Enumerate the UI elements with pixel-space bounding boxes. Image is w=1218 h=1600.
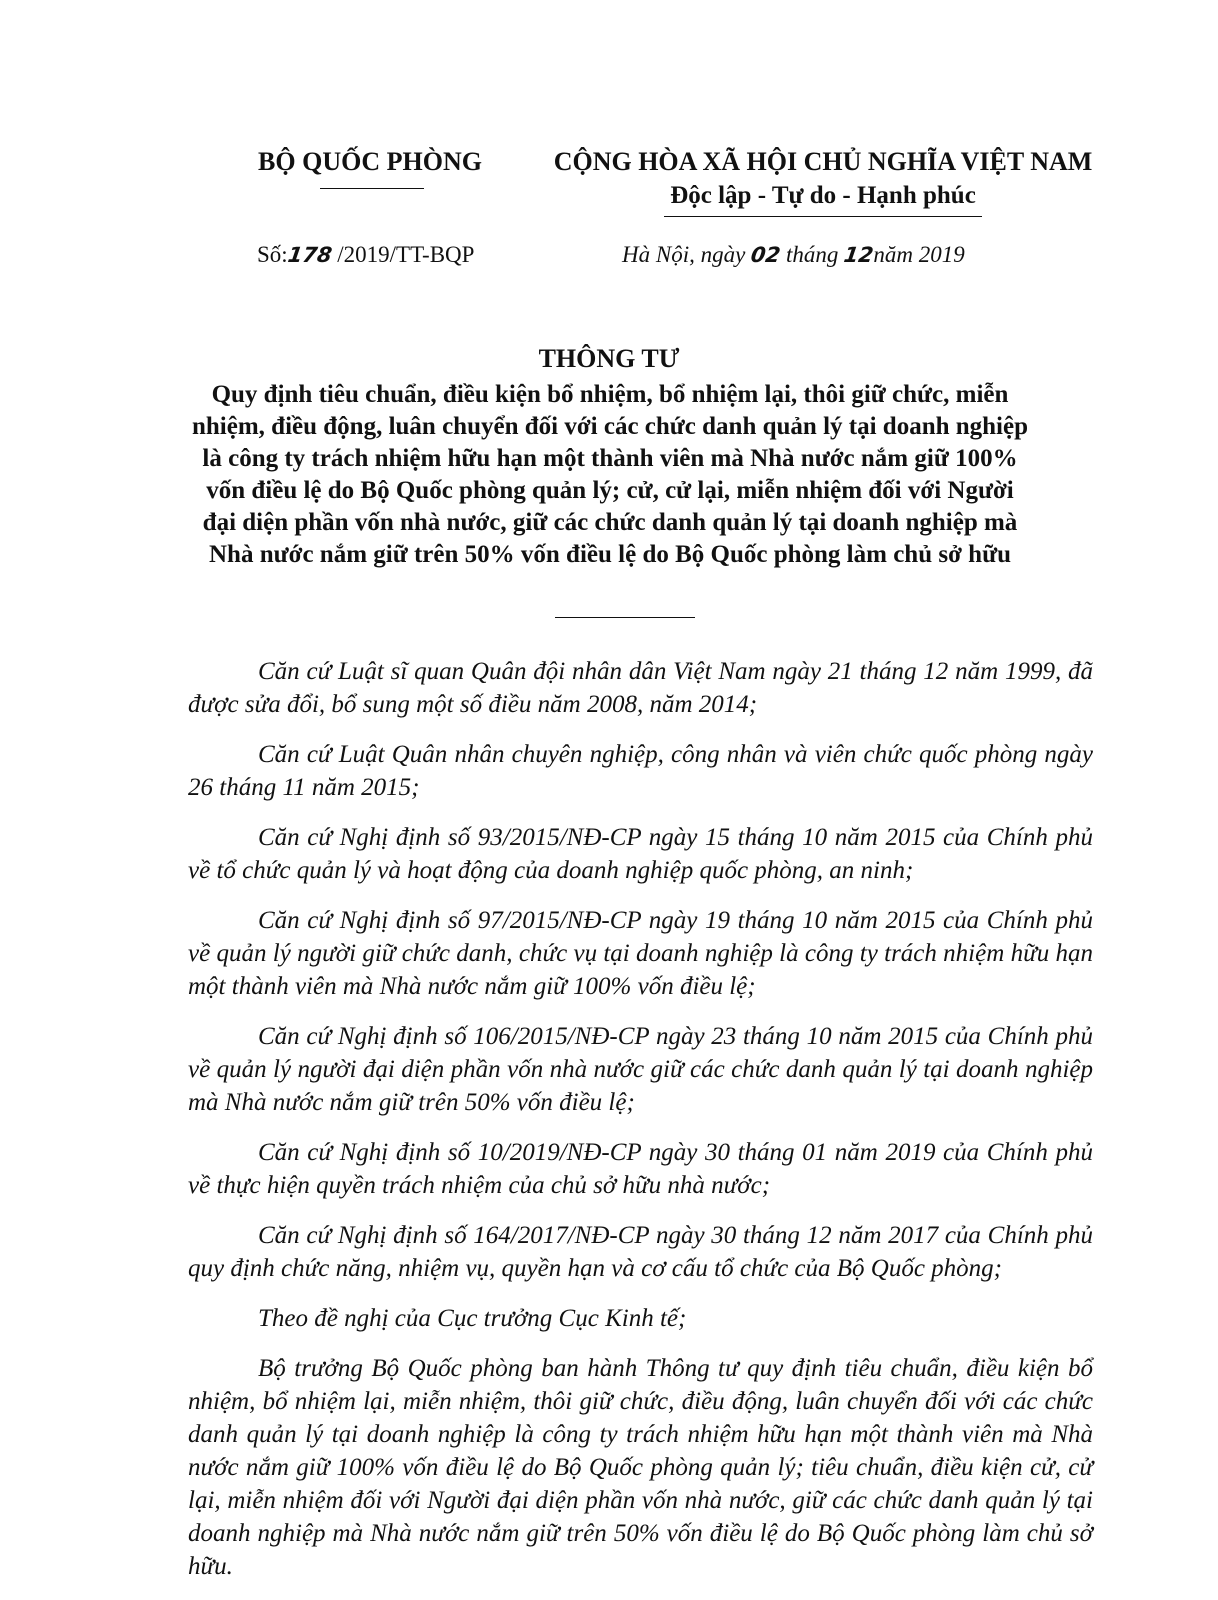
legal-basis-paragraph: Căn cứ Nghị định số 164/2017/NĐ-CP ngày 30 tháng 12 năm 2017 của Chính phủ quy định chức năng, nhiệm vụ, quyền hạn và cơ cấu tổ chức của Bộ Quốc phòng; xyxy=(188,1222,1093,1282)
date-suffix: năm 2019 xyxy=(873,242,965,267)
document-title: Quy định tiêu chuẩn, điều kiện bổ nhiệm, bổ nhiệm lại, thôi giữ chức, miễn nhiệm, điều động, luân chuyển đối với các chức danh quản lý tại doanh nghiệp là công ty trách nhiệm hữu hạn một thành viên mà Nhà nước nắm giữ 100% vốn điều lệ do Bộ Quốc phòng quản lý; cử, cử lại, miễn nhiệm đối với Người đại diện phần vốn nhà nước, giữ các chức danh quản lý tại doanh nghiệp mà Nhà nước nắm giữ trên 50% vốn điều lệ do Bộ Quốc phòng làm chủ sở hữu xyxy=(191,381,1029,568)
date-month-handwritten: 12 xyxy=(842,243,876,267)
date-prefix: Hà Nội, ngày xyxy=(622,242,752,267)
legal-basis-paragraph: Căn cứ Nghị định số 106/2015/NĐ-CP ngày 23 tháng 10 năm 2015 của Chính phủ về quản lý người đại diện phần vốn nhà nước giữ các chức danh quản lý tại doanh nghiệp mà Nhà nước nắm giữ trên 50% vốn điều lệ; xyxy=(188,1023,1093,1116)
legal-basis-paragraph: Căn cứ Nghị định số 97/2015/NĐ-CP ngày 19 tháng 10 năm 2015 của Chính phủ về quản lý người giữ chức danh, chức vụ tại doanh nghiệp là công ty trách nhiệm hữu hạn một thành viên mà Nhà nước nắm giữ 100% vốn điều lệ; xyxy=(188,907,1093,1000)
issue-date xyxy=(622,242,965,268)
document-type: THÔNG TƯ xyxy=(538,344,680,373)
issuing-agency: BỘ QUỐC PHÒNG xyxy=(258,147,482,176)
document-number-prefix: Số: xyxy=(257,242,288,267)
date-day-handwritten: 02 xyxy=(749,243,782,267)
motto-underline xyxy=(664,216,982,217)
agency-underline xyxy=(320,188,424,189)
legal-basis-paragraph: Căn cứ Nghị định số 93/2015/NĐ-CP ngày 15 tháng 10 năm 2015 của Chính phủ về tổ chức quản lý và hoạt động của doanh nghiệp quốc phòng, an ninh; xyxy=(188,824,1093,884)
legal-bases xyxy=(188,655,1093,1600)
title-underline xyxy=(555,617,695,618)
legal-basis-paragraph: Căn cứ Nghị định số 10/2019/NĐ-CP ngày 30 tháng 01 năm 2019 của Chính phủ về thực hiện quyền trách nhiệm của chủ sở hữu nhà nước; xyxy=(188,1139,1093,1199)
document-number xyxy=(257,242,474,268)
proposal-paragraph: Theo đề nghị của Cục trưởng Cục Kinh tế; xyxy=(258,1305,687,1332)
national-motto: Độc lập - Tự do - Hạnh phúc xyxy=(670,182,976,209)
legal-basis-paragraph: Căn cứ Luật sĩ quan Quân đội nhân dân Việt Nam ngày 21 tháng 12 năm 1999, đã được sửa đổi, bổ sung một số điều năm 2008, năm 2014; xyxy=(188,658,1093,718)
document-number-suffix: /2019/TT-BQP xyxy=(331,242,475,267)
document-number-handwritten: 178 xyxy=(286,243,334,267)
national-title: CỘNG HÒA XÃ HỘI CHỦ NGHĨA VIỆT NAM xyxy=(553,147,1093,176)
legal-basis-paragraph: Căn cứ Luật Quân nhân chuyên nghiệp, công nhân và viên chức quốc phòng ngày 26 tháng 11 năm 2015; xyxy=(188,741,1093,801)
promulgation-paragraph: Bộ trưởng Bộ Quốc phòng ban hành Thông tư quy định tiêu chuẩn, điều kiện bổ nhiệm, bổ nhiệm lại, miễn nhiệm, thôi giữ chức, điều động, luân chuyển đối với các chức danh quản lý tại doanh nghiệp là công ty trách nhiệm hữu hạn một thành viên mà Nhà nước nắm giữ 100% vốn điều lệ do Bộ Quốc phòng quản lý; tiêu chuẩn, điều kiện cử, cử lại, miễn nhiệm đối với Người đại diện phần vốn nhà nước, giữ các chức danh quản lý tại doanh nghiệp mà Nhà nước nắm giữ trên 50% vốn điều lệ do Bộ Quốc phòng làm chủ sở hữu. xyxy=(188,1355,1093,1580)
date-mid: tháng xyxy=(780,242,845,267)
